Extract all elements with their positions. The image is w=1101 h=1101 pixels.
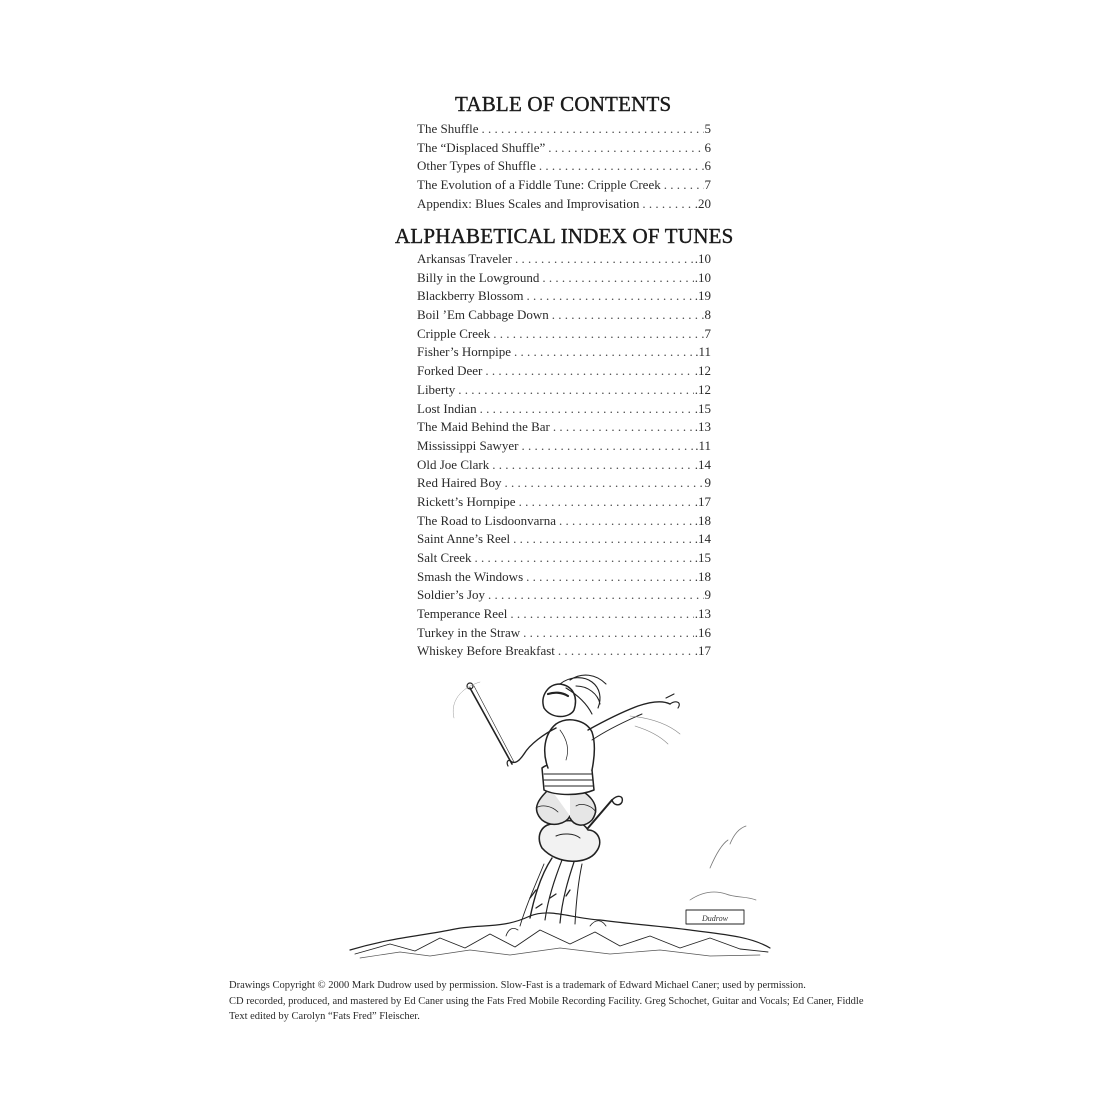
dot-leader [642, 195, 693, 214]
dot-leader [552, 306, 704, 325]
index-entry [417, 474, 711, 493]
dot-leader [542, 269, 693, 288]
index-entry [417, 456, 711, 475]
table-of-contents-list [417, 120, 711, 213]
dot-leader [480, 400, 694, 419]
index-entry [417, 400, 711, 419]
index-entry-title: Whiskey Before Breakfast [417, 643, 555, 659]
dot-leader [553, 418, 694, 437]
index-entry-title: Fisher’s Hornpipe [417, 344, 512, 360]
index-entry [417, 362, 711, 381]
index-entry-title: Red Haired Boy [417, 475, 502, 491]
credits-line: CD recorded, produced, and mastered by Ed Caner using the Fats Fred Mobile Recording Facility. Greg Schochet, Guitar and Vocals; Ed Caner, Fiddle [229, 995, 864, 1007]
index-entry [417, 642, 711, 661]
toc-entry-title: Appendix: Blues Scales and Improvisation [417, 195, 640, 211]
dot-leader [664, 176, 704, 195]
index-entry-page: .17 [694, 493, 711, 509]
index-entry [417, 269, 711, 288]
index-entry-title: Temperance Reel [417, 606, 508, 622]
toc-entry-title: The Shuffle [417, 121, 479, 136]
dot-leader [458, 381, 693, 400]
index-entry-title: Saint Anne’s Reel [417, 531, 511, 547]
index-entry-title: Salt Creek [417, 550, 472, 565]
toc-entry-page: .20 [694, 195, 711, 211]
index-entry-title: Lost Indian [417, 400, 477, 416]
index-entry-title: Old Joe Clark [417, 456, 490, 472]
dot-leader [539, 157, 704, 176]
index-entry-page: .10 [694, 251, 711, 266]
index-entry-title: Boil ’Em Cabbage Down [417, 307, 549, 323]
index-entry-page: .15 [694, 400, 711, 416]
dot-leader [513, 530, 694, 549]
index-entry-page: .13 [694, 606, 711, 622]
index-entry [417, 493, 711, 512]
credits [229, 978, 889, 1025]
index-entry [417, 381, 711, 400]
index-entry [417, 250, 711, 269]
index-entry-page: 7 [704, 325, 711, 341]
index-entry-page: .10 [694, 269, 711, 285]
toc-entry-title: The “Displaced Shuffle” [417, 139, 546, 155]
index-entry-page: 9 [704, 475, 711, 491]
index-entry-title: Liberty [417, 381, 456, 397]
index-entry [417, 512, 711, 531]
index-entry [417, 624, 711, 643]
toc-entry-title: Other Types of Shuffle [417, 158, 536, 174]
toc-entry [417, 139, 711, 158]
index-entry-title: Arkansas Traveler [417, 251, 512, 266]
dot-leader [526, 568, 694, 587]
dot-leader [510, 605, 693, 624]
index-entry-page: .17 [694, 643, 711, 659]
index-entry-page: .11 [695, 344, 711, 360]
credits-line: Drawings Copyright © 2000 Mark Dudrow used by permission. Slow-Fast is a trademark of Edward Michael Caner; used by permission. [229, 980, 806, 991]
dot-leader [523, 624, 694, 643]
index-entry [417, 306, 711, 325]
index-entry-page: .14 [694, 456, 711, 472]
fiddler-illustration [330, 668, 780, 968]
dot-leader [527, 287, 694, 306]
dot-leader [475, 549, 694, 568]
index-entry-title: Turkey in the Straw [417, 624, 521, 640]
dot-leader [515, 250, 694, 269]
index-entry-page: .12 [694, 381, 711, 397]
index-entry-title: The Road to Lisdoonvarna [417, 512, 556, 528]
index-entry [417, 530, 711, 549]
dot-leader [492, 456, 694, 475]
index-entry-page: .14 [694, 531, 711, 547]
dot-leader [485, 362, 693, 381]
index-entry-title: Rickett’s Hornpipe [417, 493, 516, 509]
index-entry-page: .11 [695, 437, 711, 453]
table-of-contents-heading: TABLE OF CONTENTS [455, 92, 672, 116]
index-entry-page: .15 [694, 550, 711, 565]
index-entry [417, 343, 711, 362]
index-entry-page: 8 [704, 307, 711, 323]
index-entry-title: Cripple Creek [417, 325, 491, 341]
toc-entry [417, 120, 711, 139]
index-entry-title: Blackberry Blossom [417, 288, 524, 304]
index-entry-page: .13 [694, 419, 711, 435]
dot-leader [514, 343, 694, 362]
toc-entry-page: 6 [704, 139, 711, 155]
index-entry [417, 568, 711, 587]
toc-entry-page: 6 [704, 158, 711, 174]
dot-leader [482, 120, 704, 139]
index-entry-title: Soldier’s Joy [417, 587, 486, 603]
index-entry [417, 586, 711, 605]
toc-entry-page: 5 [704, 121, 711, 136]
toc-entry [417, 157, 711, 176]
index-entry-title: The Maid Behind the Bar [417, 419, 550, 435]
index-entry [417, 549, 711, 568]
index-entry-title: Mississippi Sawyer [417, 437, 519, 453]
index-entry-title: Forked Deer [417, 363, 483, 379]
index-entry-page: .18 [694, 568, 711, 584]
dot-leader [488, 586, 703, 605]
index-entry [417, 437, 711, 456]
index-entry-title: Smash the Windows [417, 568, 524, 584]
artist-signature: Dudrow [702, 914, 728, 923]
index-entry-page: .12 [694, 363, 711, 379]
dot-leader [559, 512, 694, 531]
index-entry-page: .19 [694, 288, 711, 304]
alphabetical-index-list [417, 250, 711, 661]
alphabetical-index-heading: ALPHABETICAL INDEX OF TUNES [395, 224, 734, 248]
toc-entry [417, 195, 711, 214]
toc-entry [417, 176, 711, 195]
index-entry [417, 605, 711, 624]
index-entry-title: Billy in the Lowground [417, 269, 540, 285]
dot-leader [493, 325, 703, 344]
index-entry [417, 287, 711, 306]
dot-leader [548, 139, 703, 158]
credits-line: Text edited by Carolyn “Fats Fred” Fleischer. [229, 1011, 420, 1022]
dot-leader [504, 474, 703, 493]
index-entry-page: 9 [704, 587, 711, 603]
index-entry-page: .18 [694, 512, 711, 528]
dot-leader [519, 493, 694, 512]
dot-leader [558, 642, 694, 661]
index-entry [417, 418, 711, 437]
dot-leader [521, 437, 694, 456]
toc-entry-page: 7 [704, 177, 711, 193]
index-entry [417, 325, 711, 344]
index-entry-page: .16 [694, 624, 711, 640]
toc-entry-title: The Evolution of a Fiddle Tune: Cripple Creek [417, 177, 661, 193]
